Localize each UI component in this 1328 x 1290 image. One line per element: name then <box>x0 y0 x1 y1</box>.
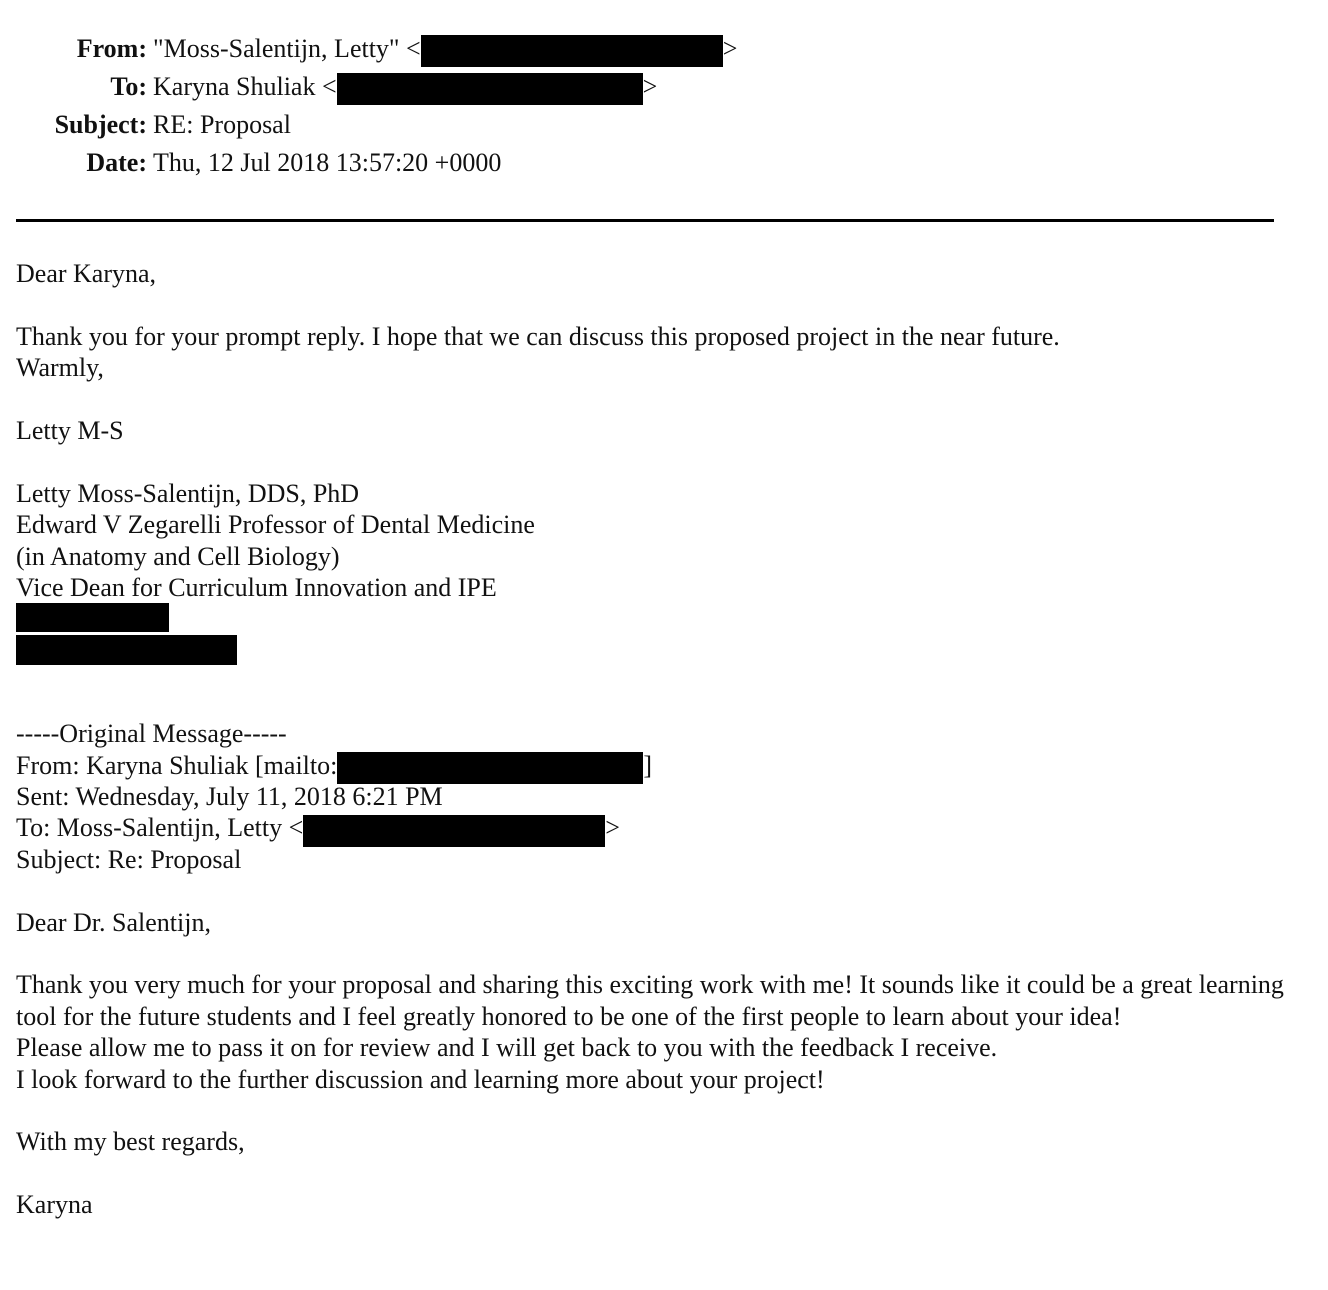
original-paragraph: Thank you very much for your proposal and sharing this exciting work with me! It sounds like it could be a great learning tool for the future students and I feel greatly honored to be one of the first people to learn about your idea! <box>16 970 1284 1031</box>
spacer <box>16 1095 1311 1126</box>
redacted-email <box>303 815 605 847</box>
from-name: "Moss-Salentijn, Letty" < <box>153 34 421 63</box>
from-value <box>153 30 737 68</box>
signature-line: Letty Moss-Salentijn, DDS, PhD <box>16 478 360 508</box>
email-body <box>16 258 1311 1221</box>
spacer <box>16 665 1311 718</box>
original-to <box>16 812 1311 843</box>
to-label: To: <box>110 72 147 101</box>
subject-row <box>0 106 1328 144</box>
reply-body: Thank you for your prompt reply. I hope that we can discuss this proposed project in the near future. <box>16 321 1060 351</box>
to-row <box>0 68 1328 106</box>
from-label: From: <box>76 34 147 63</box>
original-paragraph: I look forward to the further discussion and learning more about your project! <box>16 1064 825 1094</box>
to-name: Karyna Shuliak < <box>153 72 337 101</box>
redacted-email <box>337 752 643 784</box>
spacer <box>16 289 1311 320</box>
header-divider <box>16 219 1274 222</box>
signature-line: Vice Dean for Curriculum Innovation and IPE <box>16 572 497 602</box>
original-from <box>16 750 1311 781</box>
redacted-block <box>16 603 169 632</box>
spacer <box>16 875 1311 906</box>
from-row <box>0 30 1328 68</box>
original-paragraph: Please allow me to pass it on for review and I will get back to you with the feedback I receive. <box>16 1033 998 1063</box>
original-to-bracket: > <box>605 813 620 843</box>
email-header <box>0 30 1328 182</box>
reply-short-name: Letty M-S <box>16 415 124 445</box>
original-closing: With my best regards, <box>16 1127 245 1157</box>
original-to-text: To: Moss-Salentijn, Letty < <box>16 813 304 843</box>
spacer <box>16 384 1311 415</box>
date-label: Date: <box>86 148 147 177</box>
subject-label: Subject: <box>54 110 147 139</box>
reply-greeting: Dear Karyna, <box>16 259 157 288</box>
signature-line: Edward V Zegarelli Professor of Dental Medicine <box>16 510 535 540</box>
original-from-bracket: ] <box>643 750 653 780</box>
spacer <box>16 1158 1311 1189</box>
original-signature: Karyna <box>16 1190 93 1220</box>
original-separator: -----Original Message----- <box>16 719 287 749</box>
from-bracket: > <box>722 34 738 63</box>
spacer <box>16 446 1311 477</box>
original-sent: Sent: Wednesday, July 11, 2018 6:21 PM <box>16 782 443 812</box>
original-from-text: From: Karyna Shuliak [mailto: <box>16 750 338 780</box>
to-bracket: > <box>642 72 658 101</box>
signature-redactions <box>16 603 1311 665</box>
spacer <box>16 938 1311 969</box>
original-subject: Subject: Re: Proposal <box>16 844 242 874</box>
original-greeting: Dear Dr. Salentijn, <box>16 907 211 937</box>
to-value <box>153 68 657 106</box>
subject-value: RE: Proposal <box>153 110 291 139</box>
redacted-email <box>421 35 723 67</box>
signature-line: (in Anatomy and Cell Biology) <box>16 541 340 571</box>
redacted-block <box>16 635 237 665</box>
date-row <box>0 144 1328 182</box>
reply-closing: Warmly, <box>16 353 104 383</box>
date-value: Thu, 12 Jul 2018 13:57:20 +0000 <box>153 148 502 177</box>
redacted-email <box>337 73 643 105</box>
